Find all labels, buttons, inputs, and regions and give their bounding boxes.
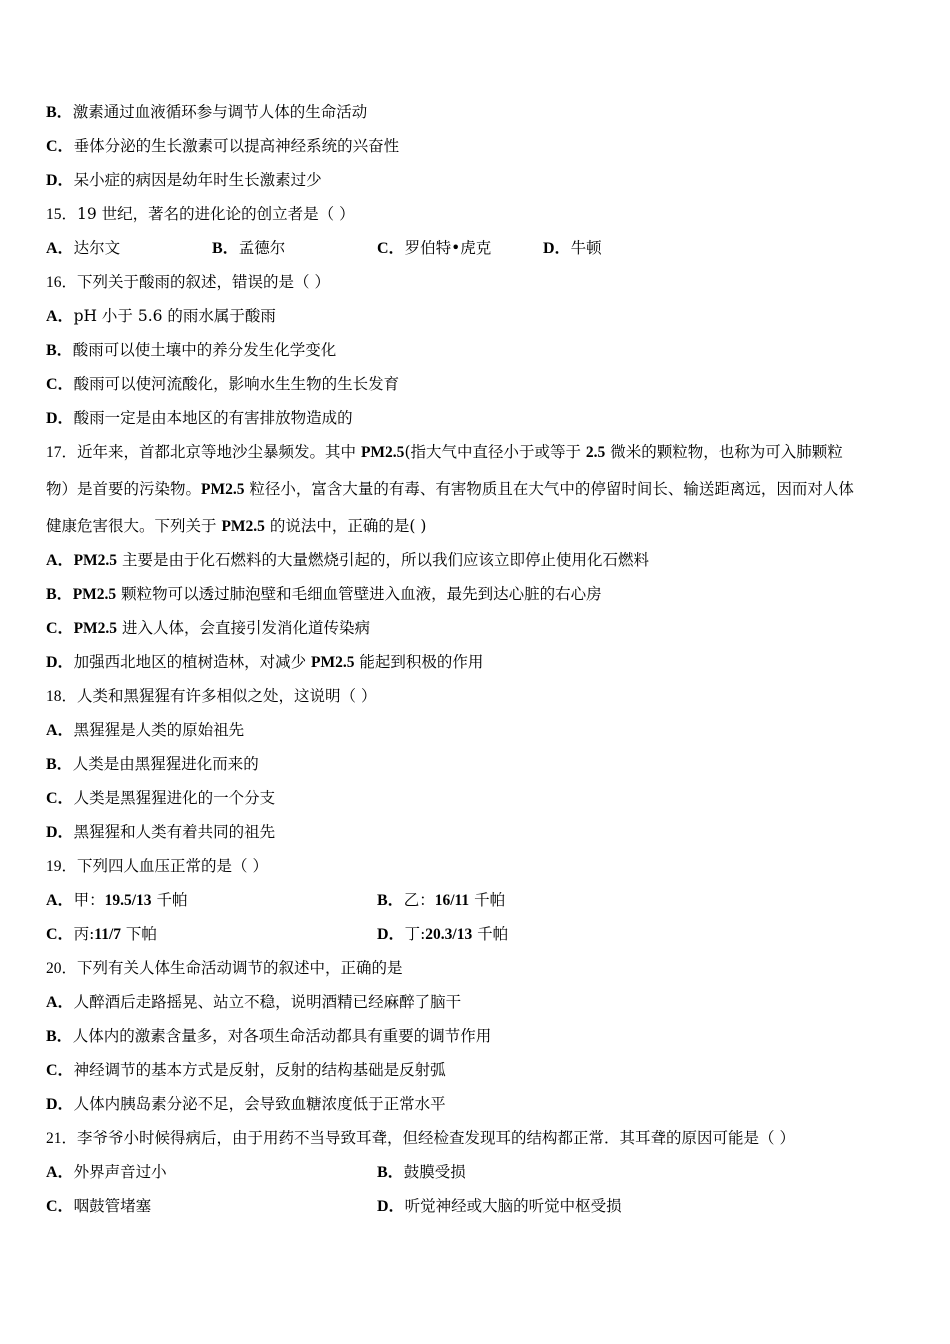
question-text-continued: 健康危害很大。下列关于 PM2.5 的说法中，正确的是( ) [46, 517, 427, 535]
option-line [46, 408, 353, 429]
option-line [46, 992, 461, 1013]
option-letter: B． [46, 104, 73, 121]
option-line [46, 170, 322, 191]
option-item [212, 238, 285, 259]
option-letter: C． [46, 1062, 74, 1079]
option-item [377, 924, 508, 945]
question-line [46, 204, 355, 225]
option-text: PM2.5 主要是由于化石燃料的大量燃烧引起的，所以我们应该立即停止使用化石燃料 [73, 551, 649, 569]
option-text: 罗伯特•虎克 [404, 239, 492, 257]
option-letter: C． [46, 138, 74, 155]
option-letter: A． [46, 994, 74, 1011]
option-text: 外界声音过小 [73, 1163, 167, 1181]
question-text: 李爷爷小时候得病后，由于用药不当导致耳聋，但经检查发现耳的结构都正常．其耳聋的原因可能是（ ） [77, 1129, 795, 1147]
option-letter: C． [377, 240, 405, 257]
option-line [46, 102, 367, 123]
option-letter: C． [46, 620, 74, 637]
option-text: 人体内胰岛素分泌不足，会导致血糖浓度低于正常水平 [73, 1095, 446, 1113]
option-line [46, 822, 275, 843]
option-line [46, 136, 399, 157]
option-item [46, 1162, 167, 1183]
option-letter: D． [46, 410, 74, 427]
option-text: 人体内的激素含量多，对各项生命活动都具有重要的调节作用 [72, 1027, 492, 1045]
option-line [46, 618, 370, 639]
question-number: 18． [46, 688, 78, 705]
option-item [46, 890, 187, 911]
option-text: 丁:20.3/13 千帕 [404, 925, 509, 943]
option-text: 人类是由黑猩猩进化而来的 [72, 755, 259, 773]
option-item [377, 1162, 466, 1183]
option-item [46, 1196, 151, 1217]
option-line [46, 1060, 446, 1081]
question-line [46, 1128, 795, 1149]
option-text: 黑猩猩和人类有着共同的祖先 [73, 823, 276, 841]
option-text: 人类是黑猩猩进化的一个分支 [73, 789, 276, 807]
option-line [46, 754, 259, 775]
question-number: 17． [46, 444, 78, 461]
option-text: 孟德尔 [238, 239, 286, 257]
option-text: 加强西北地区的植树造林，对减少 PM2.5 能起到积极的作用 [73, 653, 484, 671]
option-letter: D． [377, 1198, 405, 1215]
question-text: 19 世纪，著名的进化论的创立者是（ ） [77, 205, 355, 223]
option-letter: A． [46, 552, 74, 569]
option-line [46, 550, 649, 571]
option-letter: D． [377, 926, 405, 943]
question-number: 15． [46, 206, 78, 223]
option-letter: C． [46, 926, 74, 943]
option-letter: A． [46, 308, 74, 325]
option-line [46, 374, 399, 395]
option-line [46, 788, 275, 809]
option-text: 咽鼓管堵塞 [73, 1197, 152, 1215]
option-letter: D． [46, 654, 74, 671]
option-item [377, 238, 491, 259]
option-letter: B． [46, 756, 73, 773]
option-text: 乙：16/11 千帕 [403, 891, 506, 909]
option-letter: B． [46, 342, 73, 359]
question-text: 近年来，首都北京等地沙尘暴频发。其中 PM2.5(指大气中直径小于或等于 2.5 微米的颗粒物，也称为可入肺颗粒 [77, 443, 843, 461]
option-line [46, 1094, 446, 1115]
option-letter: B． [46, 1028, 73, 1045]
question-number: 20． [46, 960, 78, 977]
option-item [377, 1196, 622, 1217]
option-letter: B． [377, 892, 404, 909]
option-letter: A． [46, 1164, 74, 1181]
question-line [46, 272, 330, 293]
option-text: 听觉神经或大脑的听觉中枢受损 [404, 1197, 622, 1215]
question-text: 下列有关人体生命活动调节的叙述中，正确的是 [77, 959, 403, 977]
option-item [46, 238, 120, 259]
question-line [46, 958, 403, 979]
option-line [46, 340, 336, 361]
option-text: PM2.5 进入人体，会直接引发消化道传染病 [73, 619, 370, 637]
question-text-continued: 物）是首要的污染物。PM2.5 粒径小，富含大量的有毒、有害物质且在大气中的停留时间长、输送距离远，因而对人体 [46, 480, 854, 498]
option-letter: C． [46, 1198, 74, 1215]
option-text: 垂体分泌的生长激素可以提高神经系统的兴奋性 [73, 137, 400, 155]
option-text: 酸雨可以使河流酸化，影响水生生物的生长发育 [73, 375, 400, 393]
option-item [377, 890, 505, 911]
option-letter: C． [46, 376, 74, 393]
option-letter: A． [46, 722, 74, 739]
option-line [46, 652, 483, 673]
option-text: pH 小于 5.6 的雨水属于酸雨 [73, 307, 276, 325]
option-letter: C． [46, 790, 74, 807]
question-text: 下列关于酸雨的叙述，错误的是（ ） [77, 273, 330, 291]
option-letter: D． [543, 240, 571, 257]
option-line [46, 1026, 491, 1047]
option-line [46, 306, 276, 327]
option-text: 呆小症的病因是幼年时生长激素过少 [73, 171, 322, 189]
question-line [46, 856, 268, 877]
option-text: 达尔文 [73, 239, 121, 257]
option-letter: B． [377, 1164, 404, 1181]
question-text: 下列四人血压正常的是（ ） [77, 857, 268, 875]
question-text: 人类和黑猩猩有许多相似之处，这说明（ ） [77, 687, 377, 705]
option-text: 鼓膜受损 [403, 1163, 466, 1181]
option-item [543, 238, 602, 259]
option-letter: D． [46, 1096, 74, 1113]
option-line [46, 584, 602, 605]
question-number: 16． [46, 274, 78, 291]
option-text: 黑猩猩是人类的原始祖先 [73, 721, 245, 739]
option-text: 牛顿 [570, 239, 602, 257]
option-text: 激素通过血液循环参与调节人体的生命活动 [72, 103, 368, 121]
option-text: 人醉酒后走路摇晃、站立不稳，说明酒精已经麻醉了脑干 [73, 993, 462, 1011]
question-line [46, 686, 376, 707]
option-line [46, 720, 244, 741]
option-text: 酸雨可以使土壤中的养分发生化学变化 [72, 341, 337, 359]
option-letter: D． [46, 172, 74, 189]
option-letter: B． [212, 240, 239, 257]
option-text: PM2.5 颗粒物可以透过肺泡壁和毛细血管壁进入血液，最先到达心脏的右心房 [72, 585, 602, 603]
option-letter: A． [46, 240, 74, 257]
question-number: 21． [46, 1130, 78, 1147]
option-text: 酸雨一定是由本地区的有害排放物造成的 [73, 409, 353, 427]
option-text: 丙:11/7 下帕 [73, 925, 157, 943]
option-letter: A． [46, 892, 74, 909]
question-number: 19． [46, 858, 78, 875]
option-text: 神经调节的基本方式是反射，反射的结构基础是反射弧 [73, 1061, 446, 1079]
question-line [46, 442, 843, 463]
option-letter: D． [46, 824, 74, 841]
option-text: 甲：19.5/13 千帕 [73, 891, 188, 909]
option-item [46, 924, 157, 945]
option-letter: B． [46, 586, 73, 603]
